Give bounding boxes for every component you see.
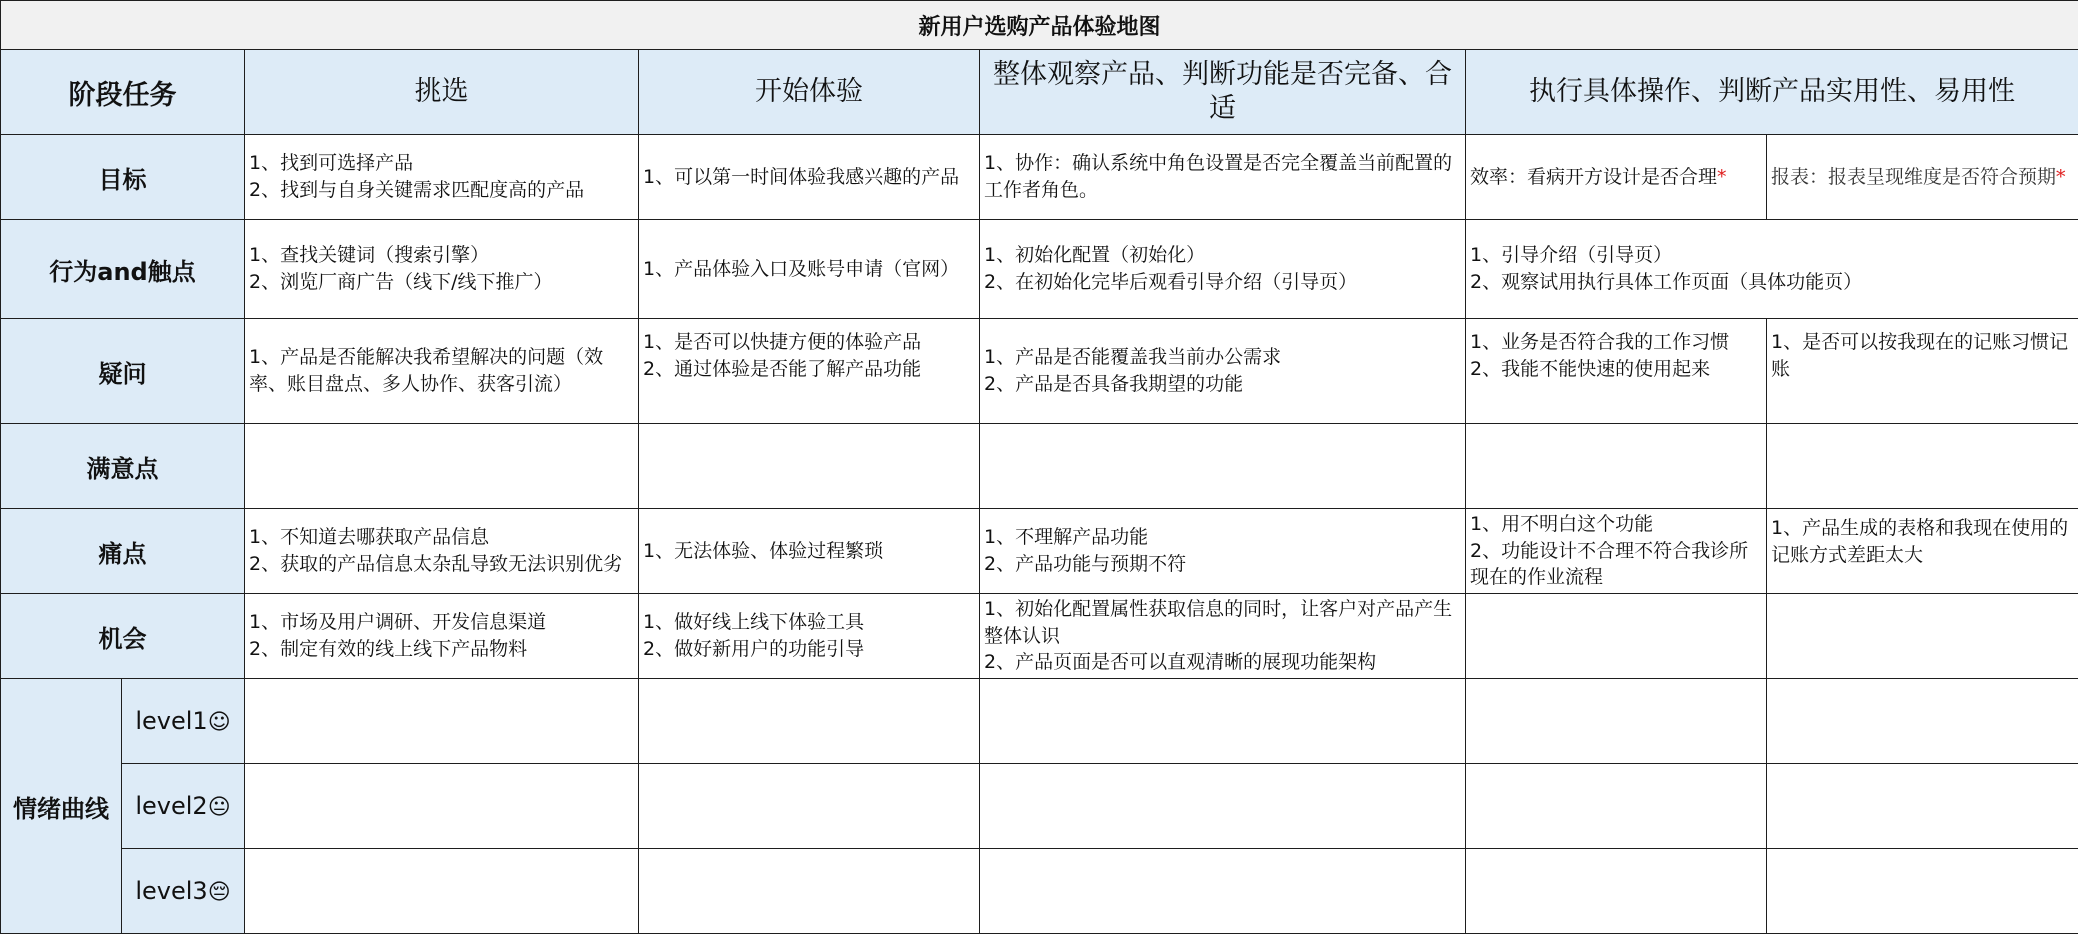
- goal-efficiency-cell: [1466, 135, 1767, 220]
- emotion-level-2-select-cell: [245, 764, 639, 849]
- emotion-level-1-observe-cell: [980, 679, 1466, 764]
- pain-execute-b-line-1: 1、产品生成的表格和我现在使用的记账方式差距太大: [1771, 515, 2074, 569]
- pain-observe-line-1: 1、不理解产品功能: [984, 524, 1461, 551]
- opportunity-observe-line-2: 2、产品页面是否可以直观清晰的展现功能架构: [984, 649, 1461, 676]
- question-execute-b-cell: [1767, 319, 2078, 424]
- behavior-observe-line-2: 2、在初始化完毕后观看引导介绍（引导页）: [984, 269, 1461, 296]
- opportunity-start-trial-line-1: 1、做好线上线下体验工具: [643, 609, 975, 636]
- goal-select-line-2: 2、找到与自身关键需求匹配度高的产品: [249, 177, 634, 204]
- behavior-execute-line-1: 1、引导介绍（引导页）: [1470, 242, 2074, 269]
- question-execute-a-cell: [1466, 319, 1767, 424]
- row-header-pain-point: 痛点: [1, 509, 245, 594]
- pain-start-trial-cell: [639, 509, 980, 594]
- question-start-trial-line-2: 2、通过体验是否能了解产品功能: [643, 356, 975, 383]
- row-header-goal: 目标: [1, 135, 245, 220]
- opportunity-select-cell: [245, 594, 639, 679]
- opportunity-execute-b-cell: [1767, 594, 2078, 679]
- emotion-level-1: [122, 679, 245, 764]
- emotion-level-2-execute-b-cell: [1767, 764, 2078, 849]
- stage-header: 阶段任务: [1, 50, 245, 135]
- question-start-trial-cell: [639, 319, 980, 424]
- goal-report-text: 报表：报表呈现维度是否符合预期: [1771, 166, 2056, 188]
- question-select-cell: [245, 319, 639, 424]
- row-header-satisfaction: 满意点: [1, 424, 245, 509]
- satisfaction-execute-a-cell: [1466, 424, 1767, 509]
- question-select-line-1: 1、产品是否能解决我希望解决的问题（效率、账目盘点、多人协作、获客引流）: [249, 344, 634, 398]
- behavior-select-line-1: 1、查找关键词（搜索引擎）: [249, 242, 634, 269]
- opportunity-observe-cell: [980, 594, 1466, 679]
- emotion-level-1-label: level1: [135, 707, 207, 735]
- emotion-level-3-start-trial-cell: [639, 849, 980, 934]
- emotion-level-3-label: level3: [135, 877, 207, 905]
- question-execute-b-line-1: 1、是否可以按我现在的记账习惯记账: [1771, 329, 2074, 383]
- satisfaction-select-cell: [245, 424, 639, 509]
- emotion-level-2-start-trial-cell: [639, 764, 980, 849]
- pain-observe-cell: [980, 509, 1466, 594]
- emotion-level-3: [122, 849, 245, 934]
- emotion-level-2-label: level2: [135, 792, 207, 820]
- behavior-observe-cell: [980, 220, 1466, 319]
- row-header-question: 疑问: [1, 319, 245, 424]
- question-observe-line-1: 1、产品是否能覆盖我当前办公需求: [984, 344, 1461, 371]
- opportunity-select-line-1: 1、市场及用户调研、开发信息渠道: [249, 609, 634, 636]
- satisfaction-execute-b-cell: [1767, 424, 2078, 509]
- row-header-opportunity: 机会: [1, 594, 245, 679]
- emotion-level-3-select-cell: [245, 849, 639, 934]
- opportunity-observe-line-1: 1、初始化配置属性获取信息的同时，让客户对产品产生整体认识: [984, 596, 1461, 650]
- emotion-level-3-execute-a-cell: [1466, 849, 1767, 934]
- behavior-execute-cell: [1466, 220, 2078, 319]
- emotion-level-2-observe-cell: [980, 764, 1466, 849]
- pain-execute-a-cell: [1466, 509, 1767, 594]
- goal-observe-cell: [980, 135, 1466, 220]
- opportunity-execute-a-cell: [1466, 594, 1767, 679]
- satisfaction-start-trial-cell: [639, 424, 980, 509]
- opportunity-start-trial-line-2: 2、做好新用户的功能引导: [643, 636, 975, 663]
- opportunity-start-trial-cell: [639, 594, 980, 679]
- emotion-level-2: [122, 764, 245, 849]
- pain-execute-b-cell: [1767, 509, 2078, 594]
- column-header-select: 挑选: [245, 50, 639, 135]
- pain-observe-line-2: 2、产品功能与预期不符: [984, 551, 1461, 578]
- emotion-level-3-observe-cell: [980, 849, 1466, 934]
- behavior-select-cell: [245, 220, 639, 319]
- smile-face-icon: ☺: [208, 710, 231, 735]
- neutral-face-icon: 😐: [208, 795, 231, 820]
- pain-start-trial-line-1: 1、无法体验、体验过程繁琐: [643, 538, 975, 565]
- goal-start-trial-line-1: 1、可以第一时间体验我感兴趣的产品: [643, 164, 975, 191]
- row-header-emotion-curve: 情绪曲线: [1, 679, 122, 934]
- goal-select-cell: [245, 135, 639, 220]
- column-header-start-trial: 开始体验: [639, 50, 980, 135]
- behavior-start-trial-line-1: 1、产品体验入口及账号申请（官网）: [643, 256, 975, 283]
- opportunity-select-line-2: 2、制定有效的线上线下产品物料: [249, 636, 634, 663]
- satisfaction-observe-cell: [980, 424, 1466, 509]
- behavior-select-line-2: 2、浏览厂商广告（线下/线下推广）: [249, 269, 634, 296]
- sad-face-icon: 😔: [208, 880, 231, 905]
- emotion-level-1-select-cell: [245, 679, 639, 764]
- goal-report-cell: [1767, 135, 2078, 220]
- pain-execute-a-line-2: 2、功能设计不合理不符合我诊所现在的作业流程: [1470, 538, 1762, 592]
- question-execute-a-line-1: 1、业务是否符合我的工作习惯: [1470, 329, 1762, 356]
- question-observe-line-2: 2、产品是否具备我期望的功能: [984, 371, 1461, 398]
- pain-select-line-1: 1、不知道去哪获取产品信息: [249, 524, 634, 551]
- required-mark: *: [2056, 166, 2066, 188]
- goal-select-line-1: 1、找到可选择产品: [249, 150, 634, 177]
- emotion-level-2-execute-a-cell: [1466, 764, 1767, 849]
- pain-select-cell: [245, 509, 639, 594]
- goal-observe-line-1: 1、协作：确认系统中角色设置是否完全覆盖当前配置的工作者角色。: [984, 150, 1461, 204]
- behavior-execute-line-2: 2、观察试用执行具体工作页面（具体功能页）: [1470, 269, 2074, 296]
- emotion-level-1-execute-a-cell: [1466, 679, 1767, 764]
- pain-execute-a-line-1: 1、用不明白这个功能: [1470, 511, 1762, 538]
- emotion-level-1-start-trial-cell: [639, 679, 980, 764]
- goal-efficiency-text: 效率：看病开方设计是否合理: [1470, 166, 1717, 188]
- emotion-level-1-execute-b-cell: [1767, 679, 2078, 764]
- emotion-level-3-execute-b-cell: [1767, 849, 2078, 934]
- behavior-start-trial-cell: [639, 220, 980, 319]
- question-start-trial-line-1: 1、是否可以快捷方便的体验产品: [643, 329, 975, 356]
- column-header-execute-operations: 执行具体操作、判断产品实用性、易用性: [1466, 50, 2078, 135]
- behavior-observe-line-1: 1、初始化配置（初始化）: [984, 242, 1461, 269]
- question-execute-a-line-2: 2、我能不能快速的使用起来: [1470, 356, 1762, 383]
- map-title: 新用户选购产品体验地图: [1, 1, 2078, 50]
- goal-start-trial-cell: [639, 135, 980, 220]
- row-header-behavior-touchpoint: 行为and触点: [1, 220, 245, 319]
- required-mark: *: [1717, 166, 1727, 188]
- pain-select-line-2: 2、获取的产品信息太杂乱导致无法识别优劣: [249, 551, 634, 578]
- question-observe-cell: [980, 319, 1466, 424]
- column-header-overall-observe: 整体观察产品、判断功能是否完备、合适: [980, 50, 1466, 135]
